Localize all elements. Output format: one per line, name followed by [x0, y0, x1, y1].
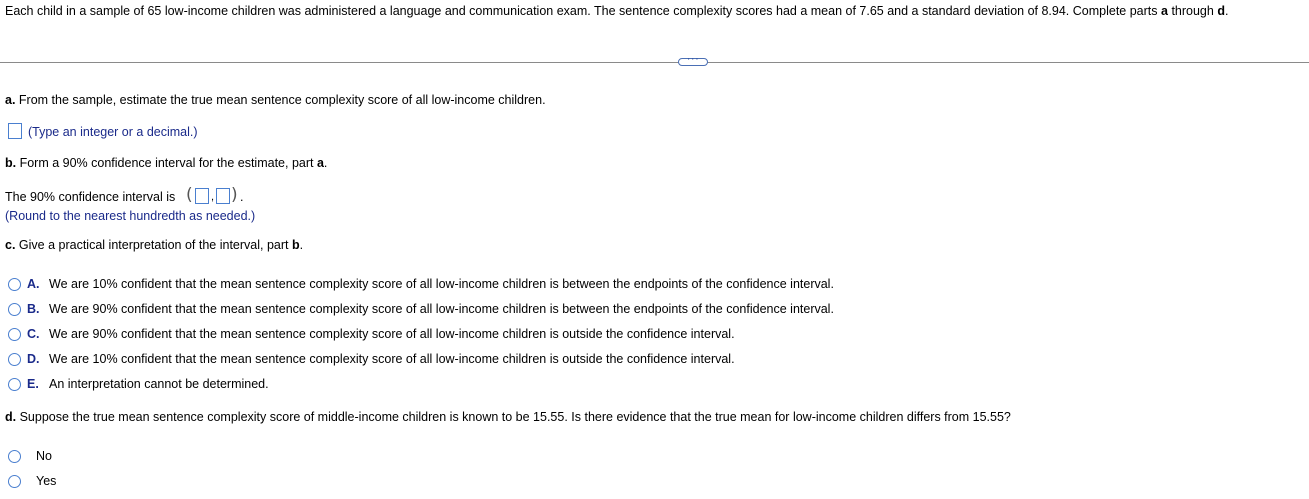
- part-b-question: b. Form a 90% confidence interval for the estimate, part a.: [5, 156, 328, 170]
- radio-b[interactable]: [8, 303, 21, 316]
- part-a-question: a. From the sample, estimate the true mean sentence complexity score of all low-income children.: [5, 93, 546, 107]
- ellipsis-icon: ···: [686, 53, 700, 65]
- more-options-button[interactable]: [678, 53, 708, 66]
- radio-a[interactable]: [8, 278, 21, 291]
- interval-label: The 90% confidence interval is: [5, 190, 176, 204]
- interval-open-paren: (: [186, 185, 193, 205]
- problem-statement: Each child in a sample of 65 low-income children was administered a language and communication exam. The sentence complexity scores had a mean of 7.65 and a standard deviation of 8.94. Complete parts a through d.: [5, 4, 1229, 18]
- part-b-hint: (Round to the nearest hundredth as needed.): [5, 209, 256, 223]
- radio-yes[interactable]: [8, 475, 21, 488]
- interval-lower-input[interactable]: [195, 188, 209, 204]
- interval-period: .: [240, 190, 244, 204]
- interval-close-paren: ): [231, 185, 238, 205]
- radio-c[interactable]: [8, 328, 21, 341]
- part-d-question: d. Suppose the true mean sentence complexity score of middle-income children is known to be 15.55. Is there evidence that the true mean for low-income children differs from 15.55?: [5, 410, 1011, 424]
- part-a-hint: (Type an integer or a decimal.): [28, 125, 198, 139]
- section-divider: [0, 62, 1309, 63]
- radio-d[interactable]: [8, 353, 21, 366]
- part-a-answer-input[interactable]: [8, 123, 22, 139]
- part-c-question: c. Give a practical interpretation of the interval, part b.: [5, 238, 304, 252]
- radio-e[interactable]: [8, 378, 21, 391]
- interval-upper-input[interactable]: [216, 188, 230, 204]
- radio-no[interactable]: [8, 450, 21, 463]
- interval-comma: ,: [211, 191, 215, 203]
